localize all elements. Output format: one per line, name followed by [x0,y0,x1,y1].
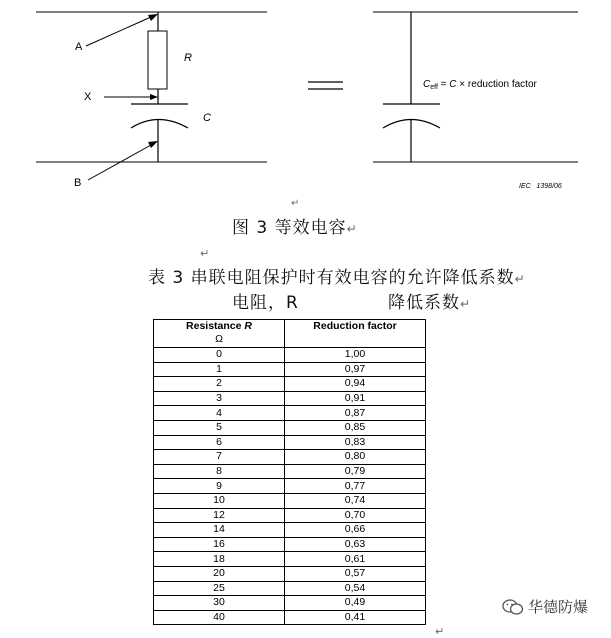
resistance-cell: 14 [154,523,285,538]
header-resistance-text: Resistance R [186,320,252,332]
table-row [154,406,426,421]
reduction-factor-cell: 0,85 [285,420,426,435]
table-caption [148,263,526,288]
table-row [154,479,426,494]
resistance-cell: 18 [154,552,285,567]
resistance-cell: 7 [154,450,285,465]
resistance-cell: 40 [154,610,285,625]
table-row [154,581,426,596]
table-row [154,508,426,523]
table-row [154,450,426,465]
table-row [154,377,426,392]
header-unit: Ω [215,333,223,345]
table-row [154,391,426,406]
para-mark: ↵ [346,222,358,236]
reduction-factor-cell: 0,61 [285,552,426,567]
wechat-icon [502,598,524,616]
table-row [154,348,426,363]
arrow-x-head [150,94,158,100]
para-mark-diagram: ↵ [291,198,300,209]
reduction-factor-cell: 0,54 [285,581,426,596]
label-x: X [84,91,92,103]
table-subheader-factor [388,288,471,313]
iec-reference: IEC 1398/06 [519,183,562,190]
para-mark: ↵ [514,272,526,286]
resistance-cell: 10 [154,493,285,508]
reduction-factor-cell: 0,74 [285,493,426,508]
table-row [154,420,426,435]
resistance-cell: 8 [154,464,285,479]
arrow-a [86,17,151,46]
equivalent-capacitance-diagram [0,0,611,209]
resistance-cell: 2 [154,377,285,392]
reduction-factor-cell: 0,87 [285,406,426,421]
watermark-text: 华德防爆 [528,598,589,616]
resistance-cell: 9 [154,479,285,494]
reduction-factor-cell: 0,66 [285,523,426,538]
resistance-cell: 20 [154,566,285,581]
table-row [154,435,426,450]
table-caption-text: 表 3 串联电阻保护时有效电容的允许降低系数 [148,268,515,288]
reduction-factor-cell: 0,97 [285,362,426,377]
reduction-factor-cell: 0,57 [285,566,426,581]
header-reduction-factor: Reduction factor [285,320,426,348]
table-body [154,348,426,625]
table-row [154,552,426,567]
table-row [154,464,426,479]
table-header-row [154,320,426,348]
capacitor-plate-bottom [131,120,188,129]
table-row [154,610,426,625]
resistance-cell: 16 [154,537,285,552]
table-row [154,493,426,508]
reduction-factor-cell: 0,94 [285,377,426,392]
label-c: C [203,112,211,124]
label-r: R [184,52,192,64]
header-resistance-label [186,320,252,332]
table-subheader-factor-text: 降低系数 [388,293,460,313]
watermark [502,596,588,617]
label-a: A [75,41,83,53]
table-row [154,537,426,552]
header-resistance [154,320,285,348]
label-b: B [74,177,82,189]
resistor-r [148,31,167,89]
reduction-factor-cell: 1,00 [285,348,426,363]
table-row [154,566,426,581]
figure-caption-text: 图 3 等效电容 [232,218,347,238]
arrow-b-head [148,141,158,148]
resistance-cell: 5 [154,420,285,435]
reduction-factor-cell: 0,41 [285,610,426,625]
resistance-cell: 12 [154,508,285,523]
table-row [154,362,426,377]
reduction-factor-cell: 0,77 [285,479,426,494]
reduction-factor-cell: 0,70 [285,508,426,523]
reduction-factor-cell: 0,83 [285,435,426,450]
figure-caption [232,213,358,238]
resistance-cell: 4 [154,406,285,421]
para-mark-table-end: ↵ [435,625,445,638]
reduction-factor-table [153,319,426,625]
reduction-factor-cell: 0,49 [285,596,426,611]
resistance-cell: 6 [154,435,285,450]
table-row [154,596,426,611]
reduction-factor-cell: 0,63 [285,537,426,552]
para-mark: ↵ [460,297,472,311]
header-resistance-symbol: R [244,320,252,332]
para-mark-empty-line: ↵ [200,247,210,260]
table-subheader-resistance: 电阻，R [232,293,299,313]
arrow-a-head [148,14,158,21]
reduction-factor-cell: 0,80 [285,450,426,465]
reduction-factor-cell: 0,91 [285,391,426,406]
resistance-cell: 30 [154,596,285,611]
table-row [154,523,426,538]
reduction-factor-cell: 0,79 [285,464,426,479]
formula-ceff: $C_{eff} = C$ × reduction factor [423,79,537,91]
resistance-cell: 1 [154,362,285,377]
resistance-cell: 3 [154,391,285,406]
resistance-cell: 25 [154,581,285,596]
resistance-cell: 0 [154,348,285,363]
